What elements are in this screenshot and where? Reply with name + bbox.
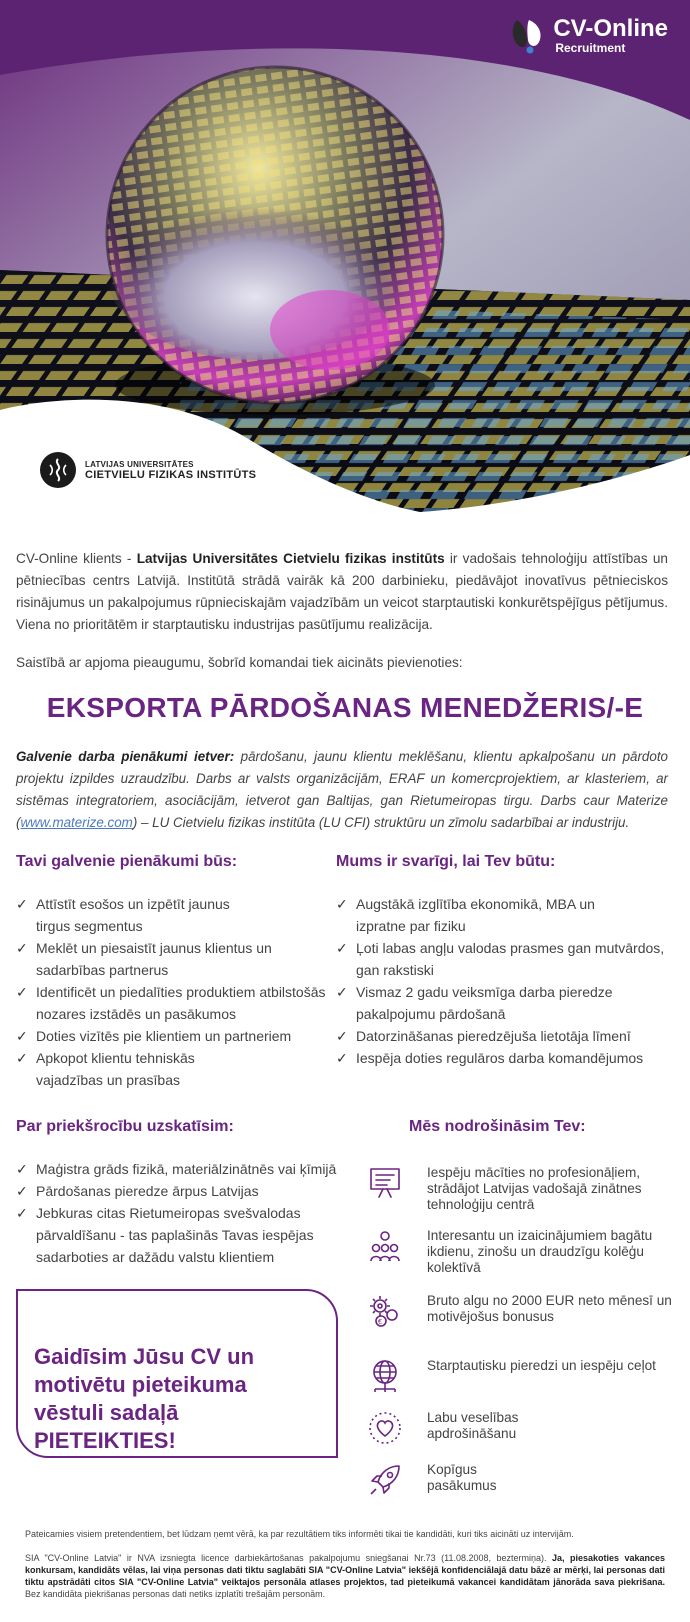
benefits-heading: Mēs nodrošināsim Tev:: [409, 1118, 586, 1135]
institute-emblem-icon: [40, 452, 76, 488]
salary-gears-icon: [367, 1293, 403, 1329]
benefit-text: Starptautisku pieredzi un iespēju ceļot: [427, 1358, 656, 1373]
rocket-icon: [367, 1462, 403, 1498]
list-item: ✓ Datorzināšanas pieredzējuša lietotāja līmenī: [336, 1025, 676, 1047]
footer-consent: Ja, piesakoties vakances konkursam, kandidāts vēlas, lai viņa personas dati tiktu saglabāti SIA "CV-Online Latvia" iekšējā konfidenciālajā datu bāzē ar mērķi, lai personas dati tiktu apstrādāti citos SIA "CV-Online Latvia" veiktajos personāla atlases projektos, tad pieteikumā vakancei kandidātam jānorāda sava piekrišana.: [25, 1553, 666, 1587]
job-title: EKSPORTA PĀRDOŠANAS MENEDŽERIS/-E: [46, 692, 644, 723]
list-item: ✓ Augstākā izglītība ekonomikā, MBA un izpratne par fiziku: [336, 893, 611, 937]
list-item: ✓ Apkopot klientu tehniskās vajadzības un prasības: [16, 1047, 216, 1091]
intro-client-prefix: CV-Online klients -: [16, 551, 137, 566]
cv-online-logo: [509, 16, 668, 56]
globe-icon: [367, 1358, 403, 1394]
footer-note: Pateicamies visiem pretendentiem, bet lūdzam ņemt vērā, ka par rezultātiem tiks informēti tikai tie kandidāti, kuri tiks aicināti uz intervijām.: [25, 1529, 574, 1539]
benefit-text: Interesantu un izaicinājumiem bagātu ikdienu, zinošu un draudzīgu kolēģu kolektīvā: [427, 1228, 653, 1275]
hero-banner: [0, 0, 690, 512]
health-heart-icon: [367, 1410, 403, 1446]
benefit-text: Kopīgus pasākumus: [427, 1462, 497, 1493]
requirements-list: [336, 893, 676, 1069]
advantages-list: [16, 1158, 346, 1268]
duties-text-end: ) – LU Cietvielu fizikas institūta (LU CFI) struktūru un zīmolu sadarbībai ar industriju.: [132, 815, 630, 830]
institute-line2: CIETVIELU FIZIKAS INSTITŪTS: [85, 468, 257, 481]
materize-link[interactable]: www.materize.com: [20, 815, 133, 830]
list-item: ✓ Vismaz 2 gadu veiksmīga darba pieredze pakalpojumu pārdošanā: [336, 981, 636, 1025]
list-item: ✓ Identificēt un piedalīties produktiem atbilstošās nozares izstādēs un pasākumos: [16, 981, 326, 1025]
list-item: ✓ Doties vizītēs pie klientiem un partneriem: [16, 1025, 316, 1047]
benefit-text: Bruto algu no 2000 EUR neto mēnesī un motivējošus bonusus: [427, 1293, 672, 1324]
duties-text: pārdošanu, jaunu klientu meklēšanu, klientu apkalpošanu un pārdoto projektu izpildes uzraudzību. Darbs ar valsts organizācijām, ERAF un komercprojektiem, ar klasteriem, ar sistēmas integratoriem, asociācijām, ietverot gan Baltijas, gan Rietumeiropas tirgu. Darbs caur Materize (: [16, 749, 668, 830]
cv-online-sub: Recruitment: [555, 41, 626, 55]
presentation-icon: [367, 1165, 403, 1201]
requirements-heading: Mums ir svarīgi, lai Tev būtu:: [336, 853, 556, 870]
team-icon: [367, 1228, 403, 1264]
advantages-heading: Par priekšrocību uzskatīsim:: [16, 1118, 234, 1135]
responsibilities-list: [16, 893, 326, 1091]
intro-paragraph: [16, 548, 668, 636]
list-item: ✓ Pārdošanas pieredze ārpus Latvijas: [16, 1180, 346, 1202]
list-item: ✓ Iespēja doties regulāros darba komandējumos: [336, 1047, 676, 1069]
duties-paragraph: [16, 746, 668, 834]
benefit-text: Labu veselības apdrošināšanu: [427, 1410, 519, 1441]
intro-client-name: Latvijas Universitātes Cietvielu fizikas institūts: [136, 551, 445, 566]
institute-logo: [40, 452, 256, 488]
footer-privacy: Bez kandidāta piekrišanas personas dati netiks izplatīti trešajām personām.: [25, 1589, 326, 1599]
footer-legal: [25, 1552, 665, 1600]
benefit-text: Iespēju mācīties no profesionāļiem, strādājot Latvijas vadošajā zinātnes tehnoloģiju centrā: [427, 1165, 642, 1212]
hero-image: [0, 0, 690, 512]
list-item: ✓ Maģistra grāds fizikā, materiālzinātnēs vai ķīmijā: [16, 1158, 346, 1180]
svg-text:€: €: [378, 1319, 382, 1326]
cv-online-drop-icon: [509, 16, 547, 56]
duties-lead: Galvenie darba pienākumi ietver:: [16, 749, 235, 764]
responsibilities-heading: Tavi galvenie pienākumi būs:: [16, 853, 238, 870]
cv-online-name: CV-Online: [553, 15, 668, 42]
intro-description: ir vadošais tehnoloģiju attīstības un pētniecības centrs Latvijā. Institūtā strādā vairāk kā 200 darbinieku, piedāvājot inovatīvus pētnieciskos risinājumus un pakalpojumus rūpnieciskajām vajadzībām un veicot starptautiski konkurētspējīgus pētījumus. Viena no prioritātēm ir starptautisku industrijas pasūtījumu realizācija.: [16, 551, 668, 632]
footer-license: SIA "CV-Online Latvia" ir NVA izsniegta licence darbiekārtošanas pakalpojumu sniegšanai Nr.73 (11.08.2008, beztermiņa).: [25, 1553, 552, 1563]
list-item: ✓ Jebkuras citas Rietumeiropas svešvalodas pārvaldīšanu - tas paplašinās Tavas iespējas sadarboties ar dažādu valstu klientiem: [16, 1202, 326, 1268]
apply-callout: Gaidīsim Jūsu CV un motivētu pieteikuma vēstuli sadaļā PIETEIKTIES!: [16, 1289, 338, 1458]
intro-invite: Saistībā ar apjoma pieaugumu, šobrīd komandai tiek aicināts pievienoties:: [16, 655, 463, 670]
list-item: ✓ Ļoti labas angļu valodas prasmes gan mutvārdos, gan rakstiski: [336, 937, 676, 981]
list-item: ✓ Attīstīt esošos un izpētīt jaunus tirgus segmentus: [16, 893, 246, 937]
institute-line1: LATVIJAS UNIVERSITĀTES: [85, 459, 194, 469]
list-item: ✓ Meklēt un piesaistīt jaunus klientus un sadarbības partnerus: [16, 937, 276, 981]
